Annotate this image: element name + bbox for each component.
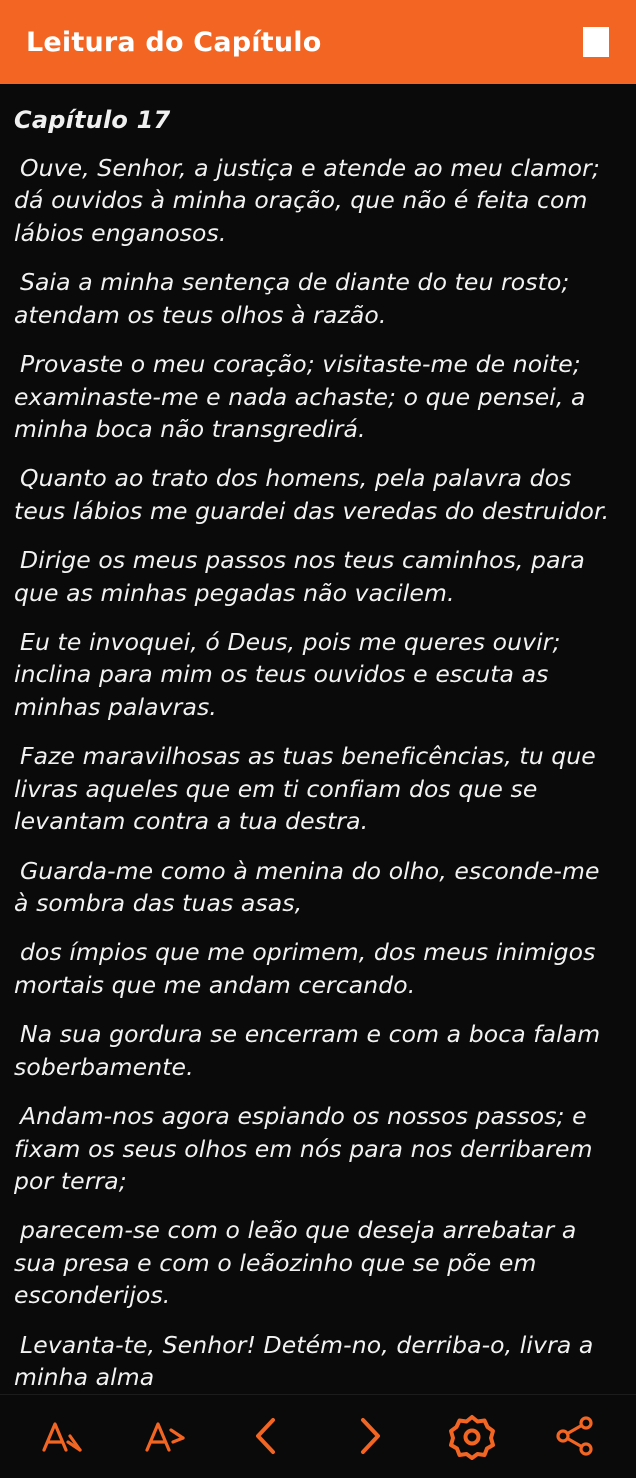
chevron-left-icon bbox=[247, 1414, 287, 1458]
verse-text: Ouve, Senhor, a justiça e atende ao meu clamor; dá ouvidos à minha oração, que não é feita com lábios enganosos. bbox=[14, 154, 600, 247]
verse-text: Faze maravilhosas as tuas beneficências, tu que livras aqueles que em ti confiam dos que se levantam contra a tua destra. bbox=[14, 742, 596, 836]
verse-text: Saia a minha sentença de diante do teu rosto; atendam os teus olhos à razão. bbox=[14, 268, 570, 329]
verse-text: dos ímpios que me oprimem, dos meus inimigos mortais que me andam cercando. bbox=[14, 938, 596, 999]
verse-text: Guarda-me como à menina do olho, esconde-me à sombra das tuas asas, bbox=[14, 856, 600, 918]
verse-text: Provaste o meu coração; visitaste-me de noite; examinaste-me e nada achaste; o que pensei, a minha boca não transgredirá. bbox=[14, 350, 586, 443]
gear-icon bbox=[449, 1413, 495, 1459]
chapter-heading: Capítulo 17 bbox=[14, 106, 171, 134]
increase-font-size-button[interactable] bbox=[129, 1405, 199, 1467]
share-button[interactable] bbox=[540, 1405, 610, 1467]
app-bar bbox=[0, 0, 636, 84]
film-strip-inner bbox=[592, 29, 600, 55]
settings-button[interactable] bbox=[437, 1405, 507, 1467]
previous-chapter-button[interactable] bbox=[232, 1405, 302, 1467]
verse-text: Quanto ao trato dos homens, pela palavra dos teus lábios me guardei das veredas do destruidor. bbox=[14, 464, 610, 525]
film-strip-icon[interactable] bbox=[576, 22, 616, 62]
verse-text: Na sua gordura se encerram e com a boca falam soberbamente. bbox=[14, 1020, 601, 1081]
verse-text: Levanta-te, Senhor! Detém-no, derriba-o, livra a minha alma bbox=[14, 1330, 594, 1392]
verse-text: parecem-se com o leão que deseja arrebatar a sua presa e com o leãozinho que se põe em esconderijos. bbox=[14, 1216, 577, 1310]
chevron-right-icon bbox=[349, 1414, 389, 1458]
next-chapter-button[interactable] bbox=[334, 1405, 404, 1467]
chapter-content[interactable] bbox=[0, 84, 636, 1394]
page-title: Leitura do Capítulo bbox=[26, 26, 322, 58]
decrease-font-size-button[interactable] bbox=[26, 1405, 96, 1467]
film-strip-glyph bbox=[583, 27, 609, 57]
verse-text: Andam-nos agora espiando os nossos passos; e fixam os seus olhos em nós para nos derribarem por terra; bbox=[14, 1102, 593, 1195]
text-increase-icon bbox=[141, 1416, 187, 1456]
share-icon bbox=[553, 1414, 597, 1458]
verse-text: Eu te invoquei, ó Deus, pois me queres ouvir; inclina para mim os teus ouvidos e escuta as minhas palavras. bbox=[14, 628, 561, 721]
bottom-toolbar bbox=[0, 1394, 636, 1478]
text-decrease-icon bbox=[38, 1416, 84, 1456]
verse-text: Dirige os meus passos nos teus caminhos, para que as minhas pegadas não vacilem. bbox=[14, 546, 585, 607]
